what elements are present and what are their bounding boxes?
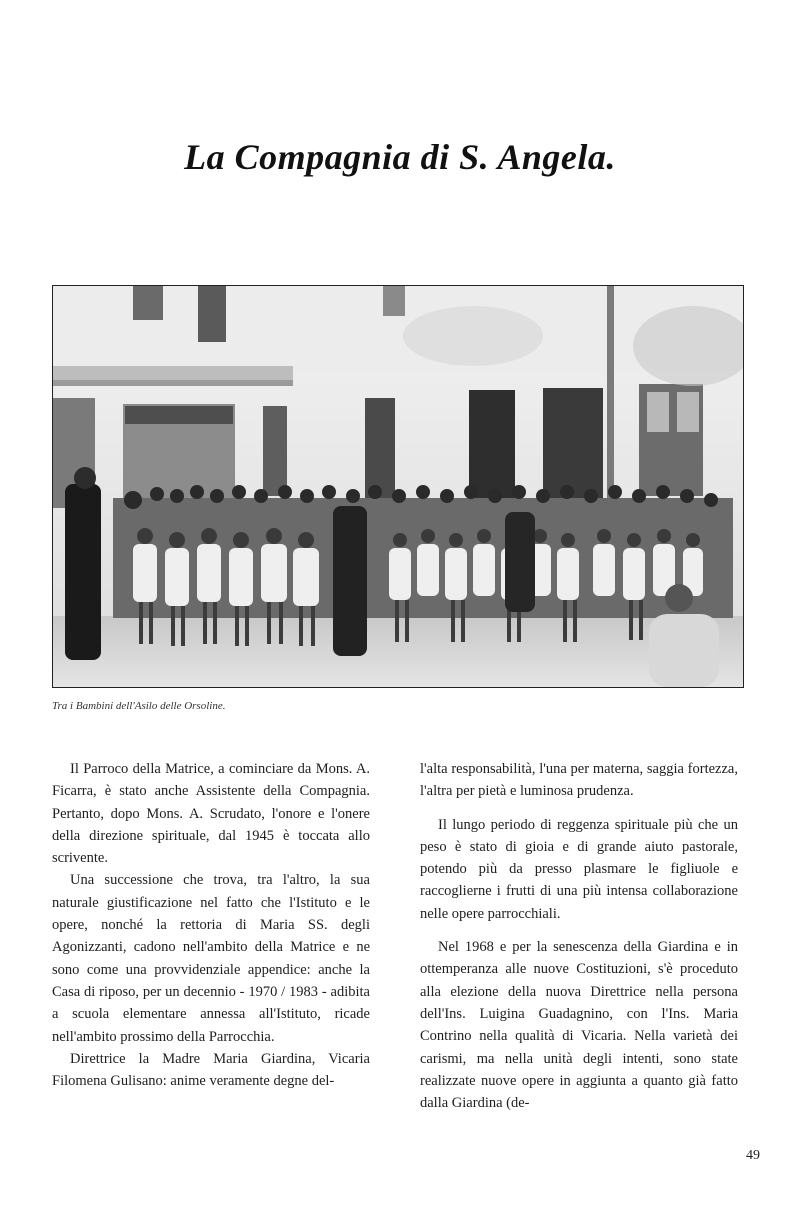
group-photo bbox=[52, 285, 744, 688]
right-paragraph-1: l'alta responsabilità, l'una per materna, saggia fortezza, l'altra per pietà e luminosa prudenza. bbox=[420, 761, 738, 800]
right-paragraph-3: Nel 1968 e per la senescenza della Giardina e in ottemperanza alle nuove Costituzioni, s'è proceduto alla elezione della nuova Direttrice nella persona dell'Ins. Luigina Guadagnino, con l'Ins. Maria Contrino nella qualità di Vicaria. Nella varietà dei carismi, ma nella unità degli intenti, sono state realizzate nuove opere in aggiunta a quanto già fatto dalla Giardina (de- bbox=[420, 939, 738, 1112]
left-column bbox=[52, 758, 370, 1092]
right-column bbox=[420, 758, 738, 1114]
left-paragraph-2: Una successione che trova, tra l'altro, la sua naturale giustificazione nel fatto che l'Istituto e le opere, nonché la rettoria di Maria SS. degli Agonizzanti, cadono nell'ambito della Matrice e ne sono come una provvidenziale appendice: anche la Casa di riposo, per un decennio - 1970 / 1983 - adibita a scuola elementare annessa all'Istituto, ricade nell'ambito prossimo della Parrocchia. bbox=[52, 872, 370, 1045]
right-paragraph-2: Il lungo periodo di reggenza spirituale più che un peso è stato di gioia e di grande aiuto pastorale, potendo più da presso plasmare le figliuole e raccoglierne i frutti di una più intensa collaborazione nelle opere parrocchiali. bbox=[420, 816, 738, 922]
photo-caption: Tra i Bambini dell'Asilo delle Orsoline. bbox=[52, 700, 226, 712]
group-photo-image bbox=[53, 286, 743, 687]
left-paragraph-1: Il Parroco della Matrice, a cominciare da Mons. A. Ficarra, è stato anche Assistente della Compagnia. Pertanto, dopo Mons. A. Scrudato, l'onore e l'onere della direzione spirituale, dal 1945 è toccata allo scrivente. bbox=[52, 761, 370, 867]
page-number: 49 bbox=[746, 1148, 760, 1163]
page-title: La Compagnia di S. Angela. bbox=[184, 137, 616, 177]
left-paragraph-3: Direttrice la Madre Maria Giardina, Vicaria Filomena Gulisano: anime veramente degne del- bbox=[52, 1050, 370, 1090]
